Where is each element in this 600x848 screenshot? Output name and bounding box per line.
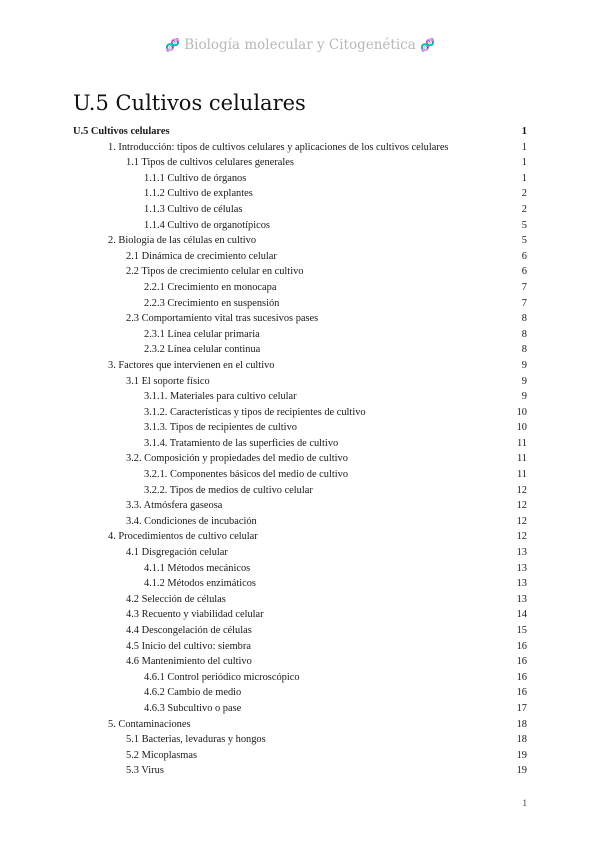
toc-entry-title: 4.6.1 Control periódico microscópico xyxy=(144,671,300,683)
toc-entry[interactable] xyxy=(0,498,600,514)
toc-entry[interactable] xyxy=(0,685,600,701)
toc-entry[interactable] xyxy=(0,342,600,358)
toc-entry-title: 1. Introducción: tipos de cultivos celulares y aplicaciones de los cultivos celulares xyxy=(108,141,449,153)
toc-entry[interactable] xyxy=(0,311,600,327)
toc-entry-title: 3.1.4. Tratamiento de las superficies de cultivo xyxy=(144,437,339,449)
toc-entry-page: 10 xyxy=(516,422,527,434)
toc-entry-title: 2.2.1 Crecimiento en monocapa xyxy=(144,281,277,293)
toc-entry-page: 9 xyxy=(521,359,527,371)
page-title: U.5 Cultivos celulares xyxy=(73,91,306,115)
toc-entry-title: 4.1.1 Métodos mecánicos xyxy=(144,562,251,574)
toc-entry-title: 1.1 Tipos de cultivos celulares generales xyxy=(126,157,294,169)
toc-entry-title: 2.1 Dinámica de crecimiento celular xyxy=(126,250,277,262)
toc-entry[interactable] xyxy=(0,717,600,733)
toc-entry-title: 3.1.1. Materiales para cultivo celular xyxy=(144,391,297,403)
toc-entry[interactable] xyxy=(0,592,600,608)
toc-entry[interactable] xyxy=(0,405,600,421)
toc-entry-title: 4.4 Descongelación de células xyxy=(126,625,252,636)
toc-entry-page: 8 xyxy=(521,313,527,325)
toc-entry-page: 8 xyxy=(521,344,527,356)
toc-entry-title: 4.6.2 Cambio de medio xyxy=(144,687,242,699)
toc-entry-title: 3.4. Condiciones de incubación xyxy=(126,515,257,527)
toc-entry-page: 7 xyxy=(521,281,527,293)
toc-entry[interactable] xyxy=(0,436,600,452)
toc-entry-title: 2.2.3 Crecimiento en suspensión xyxy=(144,297,280,309)
toc-entry-title: 3.2.2. Tipos de medios de cultivo celular xyxy=(144,484,313,496)
toc-entry-title: 4.3 Recuento y viabilidad celular xyxy=(126,609,264,621)
toc-entry-page: 12 xyxy=(516,484,527,496)
toc-entry-page: 8 xyxy=(521,328,527,340)
toc-entry-page: 16 xyxy=(516,640,527,652)
toc-entry[interactable] xyxy=(0,327,600,343)
header-text: Biología molecular y Citogenética xyxy=(184,37,416,53)
toc-entry-page: 11 xyxy=(516,453,527,465)
toc-entry-title: 4.5 Inicio del cultivo: siembra xyxy=(126,640,251,652)
toc-entry-title: 1.1.2 Cultivo de explantes xyxy=(144,188,253,200)
toc-entry[interactable] xyxy=(0,389,600,405)
toc-entry-title: 3. Factores que intervienen en el cultivo xyxy=(108,359,275,371)
toc-entry-page: 6 xyxy=(521,250,527,262)
toc-entry[interactable] xyxy=(0,763,600,779)
toc-entry-title: 4.1 Disgregación celular xyxy=(126,547,228,559)
toc-entry[interactable] xyxy=(0,155,600,171)
toc-entry-page: 16 xyxy=(516,671,527,683)
toc-entry[interactable] xyxy=(0,467,600,483)
toc-entry-page: 11 xyxy=(516,437,527,449)
toc-entry[interactable] xyxy=(0,529,600,545)
toc-entry-title: 1.1.3 Cultivo de células xyxy=(144,203,243,215)
toc-entry-page: 1 xyxy=(521,126,527,137)
toc-entry[interactable] xyxy=(0,561,600,577)
toc-entry-title: 4. Procedimientos de cultivo celular xyxy=(108,531,258,543)
toc-entry-title: 1.1.1 Cultivo de órganos xyxy=(144,172,247,184)
toc-entry[interactable] xyxy=(0,748,600,764)
toc-entry[interactable] xyxy=(0,218,600,234)
page-number: 1 xyxy=(522,798,527,808)
toc-entry-title: 2.3 Comportamiento vital tras sucesivos pases xyxy=(126,313,319,325)
toc-entry-title: 4.2 Selección de células xyxy=(126,593,226,605)
toc-entry-page: 9 xyxy=(521,391,527,403)
toc-entry-title: 3.2.1. Componentes básicos del medio de cultivo xyxy=(144,469,349,481)
toc-entry-page: 13 xyxy=(516,562,527,574)
toc-entry-page: 13 xyxy=(516,547,527,559)
toc-entry[interactable] xyxy=(0,732,600,748)
toc-entry[interactable] xyxy=(0,670,600,686)
toc-entry[interactable] xyxy=(0,296,600,312)
toc-entry-title: 3.1 El soporte físico xyxy=(126,375,210,387)
toc-entry-title: 3.1.2. Características y tipos de recipientes de cultivo xyxy=(144,406,366,418)
toc-entry[interactable] xyxy=(0,202,600,218)
toc-entry-title: 1.1.4 Cultivo de organotípicos xyxy=(144,219,270,231)
toc-entry-page: 5 xyxy=(521,219,527,231)
toc-entry-title: 2.3.2 Línea celular continua xyxy=(144,344,261,356)
toc-entry-page: 19 xyxy=(516,765,527,777)
toc-entry-page: 7 xyxy=(521,297,527,309)
toc-entry[interactable] xyxy=(0,451,600,467)
toc-entry-page: 16 xyxy=(516,656,527,668)
toc-entry[interactable] xyxy=(0,576,600,592)
toc-entry[interactable] xyxy=(0,280,600,296)
toc-entry-title: 4.6.3 Subcultivo o pase xyxy=(144,702,242,714)
toc-entry[interactable] xyxy=(0,264,600,280)
toc-entry[interactable] xyxy=(0,607,600,623)
toc-entry[interactable] xyxy=(0,374,600,390)
toc-entry[interactable] xyxy=(0,623,600,639)
toc-entry-title: 2.3.1 Línea celular primaria xyxy=(144,328,260,340)
toc-entry-page: 13 xyxy=(516,578,527,590)
toc-entry[interactable] xyxy=(0,545,600,561)
toc-entry-page: 18 xyxy=(516,734,527,746)
toc-entry-page: 12 xyxy=(516,500,527,512)
toc-entry[interactable] xyxy=(0,358,600,374)
toc-entry-title: 5.2 Micoplasmas xyxy=(126,749,197,761)
toc-entry-page: 11 xyxy=(516,469,527,481)
toc-entry-page: 17 xyxy=(516,702,527,714)
toc-entry-title: 4.6 Mantenimiento del cultivo xyxy=(126,656,252,668)
toc-entry[interactable] xyxy=(0,140,600,156)
toc-entry-page: 2 xyxy=(521,188,527,200)
toc-entry-title: 2.2 Tipos de crecimiento celular en cultivo xyxy=(126,266,304,278)
toc-entry-title: 5. Contaminaciones xyxy=(108,718,191,730)
toc-entry-page: 1 xyxy=(521,157,527,169)
toc-entry-title: 3.3. Atmósfera gaseosa xyxy=(126,500,223,512)
toc-entry-page: 18 xyxy=(516,718,527,730)
toc-entry-page: 6 xyxy=(521,266,527,278)
toc-entry[interactable] xyxy=(0,483,600,499)
dna-icon: 🧬 xyxy=(420,38,435,52)
toc-entry-page: 13 xyxy=(516,593,527,605)
toc-entry-title: 5.3 Virus xyxy=(126,765,164,777)
toc-entry-page: 1 xyxy=(521,141,527,153)
toc-entry[interactable] xyxy=(0,514,600,530)
toc-entry-title: 3.2. Composición y propiedades del medio de cultivo xyxy=(126,453,348,465)
toc-entry[interactable] xyxy=(0,233,600,249)
toc-entry-title: 4.1.2 Métodos enzimáticos xyxy=(144,578,256,590)
toc-entry[interactable] xyxy=(0,701,600,717)
toc-entry-page: 15 xyxy=(516,625,527,636)
running-header xyxy=(0,37,600,53)
toc-entry[interactable] xyxy=(0,124,600,140)
toc-entry-page: 14 xyxy=(516,609,527,621)
toc-entry-page: 1 xyxy=(521,172,527,184)
toc-entry-title: 3.1.3. Tipos de recipientes de cultivo xyxy=(144,422,297,434)
toc-entry-page: 12 xyxy=(516,531,527,543)
dna-icon: 🧬 xyxy=(165,38,180,52)
toc-entry[interactable] xyxy=(0,654,600,670)
toc-entry-page: 5 xyxy=(521,235,527,247)
toc-entry-page: 2 xyxy=(521,203,527,215)
toc-entry-title: 5.1 Bacterias, levaduras y hongos xyxy=(126,734,266,746)
toc-entry[interactable] xyxy=(0,186,600,202)
toc-entry[interactable] xyxy=(0,420,600,436)
toc-entry[interactable] xyxy=(0,249,600,265)
toc-entry-page: 19 xyxy=(516,749,527,761)
toc-entry-page: 10 xyxy=(516,406,527,418)
toc-entry[interactable] xyxy=(0,171,600,187)
toc-entry-page: 16 xyxy=(516,687,527,699)
toc-entry-page: 12 xyxy=(516,515,527,527)
toc-entry[interactable] xyxy=(0,639,600,655)
toc-entry-page: 9 xyxy=(521,375,527,387)
table-of-contents xyxy=(0,124,600,779)
toc-entry-title: 2. Biología de las células en cultivo xyxy=(108,235,257,247)
toc-entry-title: U.5 Cultivos celulares xyxy=(73,126,170,137)
